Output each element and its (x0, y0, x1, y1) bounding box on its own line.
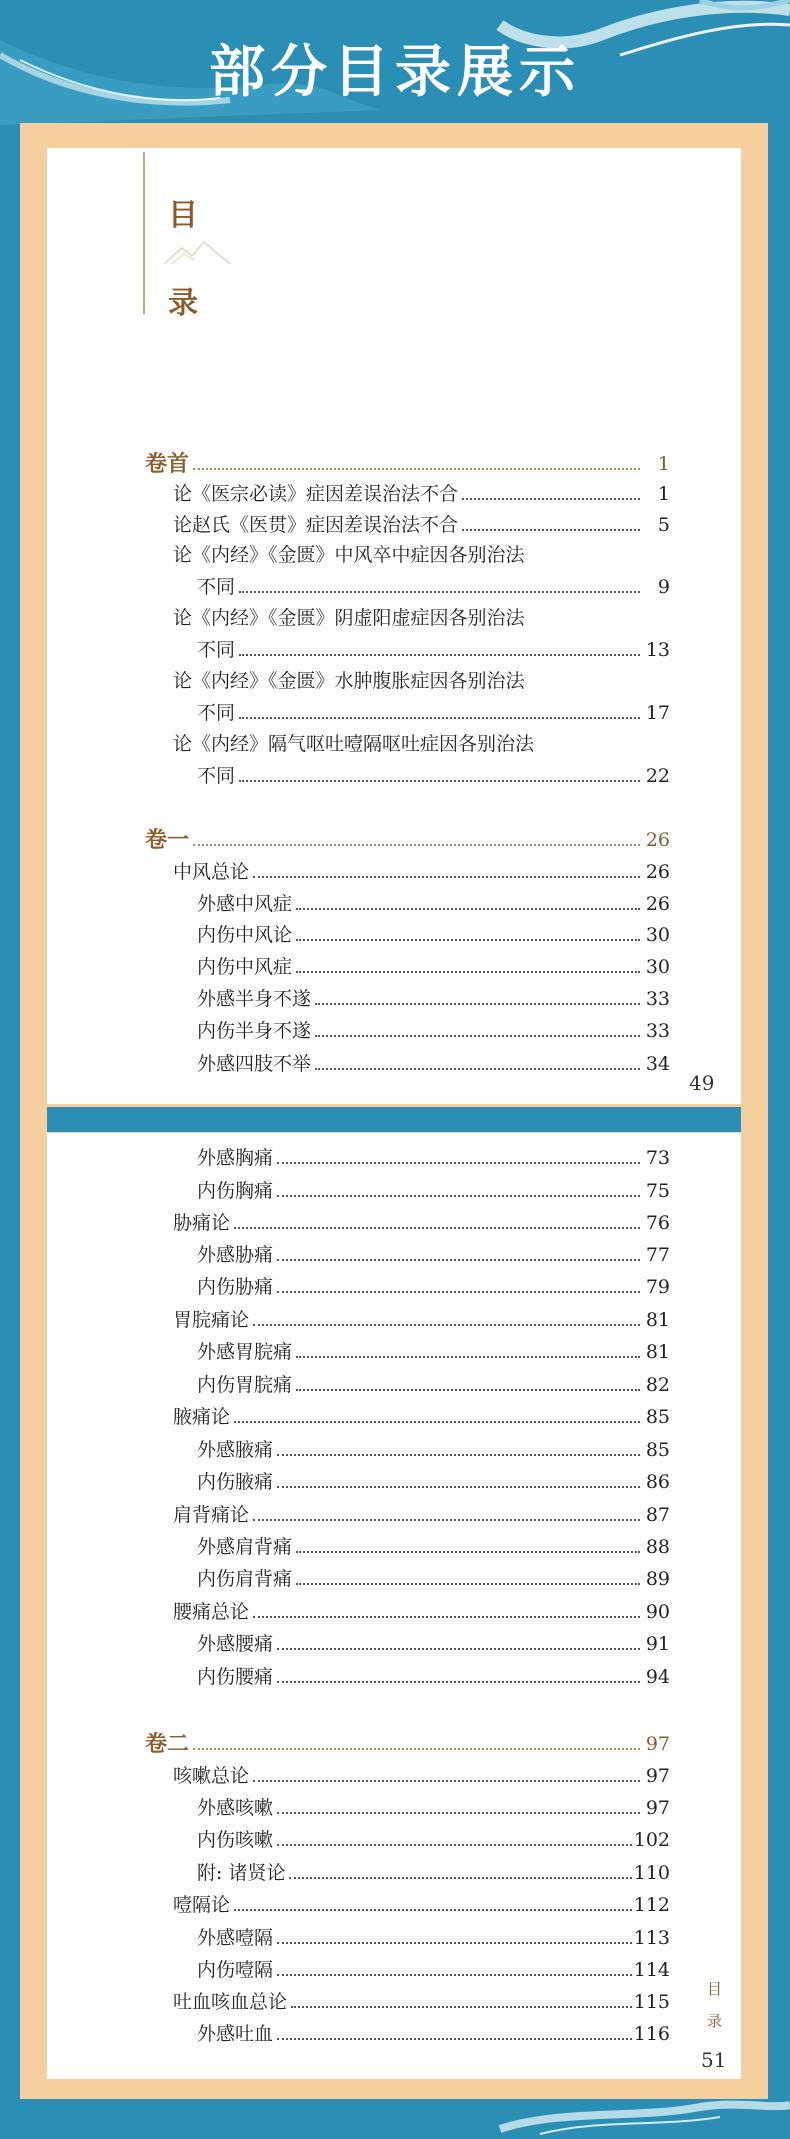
toc-page-number: 26 (645, 861, 670, 883)
toc-entry-title: 论赵氏《医贯》症因差误治法不合 (173, 514, 459, 536)
toc-entry-title: 论《内经》《金匮》水肿腹胀症因各别治法 (173, 670, 525, 692)
toc-entry-title: 吐血咳血总论 (173, 1991, 288, 2013)
dot-leader (253, 1616, 640, 1618)
toc-entry-title: 外感吐血 (197, 2023, 274, 2045)
toc-page-number: 76 (645, 1212, 670, 1234)
dot-leader (277, 1812, 640, 1814)
toc-page-number: 97 (645, 1733, 670, 1755)
toc-entry-row (0, 1955, 790, 1985)
toc-volume-row (0, 825, 790, 855)
toc-entry-row (0, 952, 790, 982)
toc-page-number: 82 (645, 1374, 670, 1396)
dot-leader (277, 1844, 632, 1846)
toc-entry-title: 外感肩背痛 (197, 1536, 293, 1558)
toc-entry-title: 论《医宗必读》症因差误治法不合 (173, 483, 459, 505)
toc-title-char-1: 目 (168, 198, 198, 233)
toc-entry-title: 内伤中风症 (197, 956, 293, 978)
dot-leader (234, 1909, 632, 1911)
toc-entry-row (0, 510, 790, 540)
dot-leader (234, 1227, 640, 1229)
toc-page-number: 30 (645, 956, 670, 978)
dot-leader (239, 780, 640, 782)
toc-entry-title: 卷二 (145, 1731, 190, 1757)
toc-entry-row (0, 1208, 790, 1238)
toc-entry-row (0, 1049, 790, 1079)
toc-entry-title: 外感半身不遂 (197, 988, 312, 1010)
toc-entry-title: 内伤腰痛 (197, 1666, 274, 1688)
toc-entry-title: 内伤半身不遂 (197, 1020, 312, 1042)
dot-leader (253, 1780, 640, 1782)
toc-entry-row (0, 1143, 790, 1173)
toc-page-number: 77 (645, 1244, 670, 1266)
toc-page-number: 33 (645, 988, 670, 1010)
page-number: 49 (689, 1071, 715, 1095)
toc-entry-row (0, 1793, 790, 1823)
toc-page-number: 9 (657, 576, 670, 598)
toc-entry-title: 卷首 (145, 451, 190, 477)
toc-page-number: 90 (645, 1601, 670, 1623)
toc-page-number: 116 (633, 2023, 670, 2045)
toc-entry-title: 噎隔论 (173, 1894, 231, 1916)
toc-page-number: 91 (645, 1633, 670, 1655)
toc-entry-title: 肩背痛论 (173, 1504, 250, 1526)
dot-leader (239, 654, 640, 656)
toc-entry-title: 内伤胸痛 (197, 1180, 274, 1202)
toc-entry-title: 内伤腋痛 (197, 1471, 274, 1493)
mountain-icon (162, 238, 232, 268)
toc-entry-title: 卷一 (145, 827, 190, 853)
toc-entry-title: 外感噎隔 (197, 1927, 274, 1949)
toc-entry-title: 附: 诸贤论 (197, 1862, 286, 1884)
toc-page-number: 22 (645, 765, 670, 787)
toc-entry-row (0, 889, 790, 919)
toc-entry-row (0, 761, 790, 791)
toc-entry-title: 外感胃脘痛 (197, 1341, 293, 1363)
toc-entry-row (0, 1467, 790, 1497)
dot-leader (296, 939, 640, 941)
toc-entry-row (0, 1240, 790, 1270)
dot-leader (277, 1486, 640, 1488)
toc-page-number: 73 (645, 1147, 670, 1169)
toc-entry-title: 外感胸痛 (197, 1147, 274, 1169)
toc-page-number: 5 (657, 514, 670, 536)
page-divider (47, 1107, 741, 1132)
toc-entry-title: 内伤中风论 (197, 924, 293, 946)
dot-leader (193, 468, 640, 470)
dot-leader (289, 1877, 632, 1879)
dot-leader (193, 1748, 640, 1750)
toc-page-number: 112 (633, 1894, 670, 1916)
toc-page-number: 86 (645, 1471, 670, 1493)
toc-entry-title: 内伤咳嗽 (197, 1829, 274, 1851)
toc-entry-title: 内伤肩背痛 (197, 1568, 293, 1590)
toc-entry-title: 中风总论 (173, 861, 250, 883)
dot-leader (296, 1389, 640, 1391)
dot-leader (315, 1035, 640, 1037)
dot-leader (234, 1421, 640, 1423)
toc-page-number: 75 (645, 1180, 670, 1202)
dot-leader (277, 1681, 640, 1683)
toc-entry-title: 外感咳嗽 (197, 1797, 274, 1819)
toc-page-number: 97 (645, 1765, 670, 1787)
toc-entry-title: 腋痛论 (173, 1406, 231, 1428)
footer-wave-decoration (0, 2099, 790, 2139)
side-label-char-2: 录 (707, 2012, 723, 2030)
toc-entry-row (0, 2019, 790, 2049)
toc-page-number: 1 (657, 483, 670, 505)
dot-leader (253, 1519, 640, 1521)
toc-entry-row (0, 1532, 790, 1562)
dot-leader (296, 908, 640, 910)
toc-entry-row (0, 857, 790, 887)
dot-leader (296, 971, 640, 973)
toc-page-number: 30 (645, 924, 670, 946)
toc-entry-title: 外感中风症 (197, 893, 293, 915)
toc-entry-row (0, 1761, 790, 1791)
toc-entry-title: 不同 (197, 765, 236, 787)
toc-entry-title: 腰痛总论 (173, 1601, 250, 1623)
toc-page-number: 1 (657, 453, 670, 475)
toc-entry-title: 论《内经》隔气呕吐噎隔呕吐症因各别治法 (173, 733, 535, 755)
dot-leader (277, 1291, 640, 1293)
toc-page-number: 85 (645, 1406, 670, 1428)
banner-title: 部分目录展示 (209, 40, 581, 105)
dot-leader (253, 1324, 640, 1326)
toc-entry-row (0, 1923, 790, 1953)
toc-page-number: 79 (645, 1276, 670, 1298)
toc-entry-row (0, 1402, 790, 1432)
toc-page-number: 102 (633, 1829, 670, 1851)
toc-entry-title: 外感四肢不举 (197, 1053, 312, 1075)
page-number: 51 (701, 2048, 727, 2072)
toc-entry-row (0, 1016, 790, 1046)
toc-page-number: 81 (645, 1341, 670, 1363)
toc-entry-title: 论《内经》《金匮》阴虚阳虚症因各别治法 (173, 607, 525, 629)
toc-entry-title: 内伤胁痛 (197, 1276, 274, 1298)
toc-page-number: 26 (645, 893, 670, 915)
toc-entry-title: 内伤胃脘痛 (197, 1374, 293, 1396)
toc-entry-title: 不同 (197, 576, 236, 598)
toc-page-number: 85 (645, 1439, 670, 1461)
toc-entry-row (0, 540, 790, 570)
dot-leader (296, 1551, 640, 1553)
toc-page-number: 94 (645, 1666, 670, 1688)
toc-title-char-2: 录 (168, 286, 198, 321)
dot-leader (277, 1454, 640, 1456)
dot-leader (239, 591, 640, 593)
toc-entry-row (0, 698, 790, 728)
dot-leader (193, 844, 640, 846)
toc-entry-row (0, 1370, 790, 1400)
toc-page-number: 34 (645, 1053, 670, 1075)
dot-leader (277, 1648, 640, 1650)
toc-entry-row (0, 666, 790, 696)
toc-entry-title: 外感腰痛 (197, 1633, 274, 1655)
toc-page-number: 17 (645, 702, 670, 724)
dot-leader (253, 876, 640, 878)
dot-leader (239, 717, 640, 719)
toc-entry-row (0, 1858, 790, 1888)
toc-page-number: 110 (633, 1862, 670, 1884)
toc-entry-title: 不同 (197, 639, 236, 661)
toc-entry-row (0, 1435, 790, 1465)
dot-leader (277, 2038, 632, 2040)
toc-entry-row (0, 479, 790, 509)
toc-entry-row (0, 572, 790, 602)
toc-volume-row (0, 1729, 790, 1759)
toc-entry-title: 不同 (197, 702, 236, 724)
toc-page-number: 115 (633, 1991, 670, 2013)
toc-entry-row (0, 1890, 790, 1920)
toc-entry-row (0, 1337, 790, 1367)
dot-leader (315, 1068, 640, 1070)
toc-volume-row (0, 449, 790, 479)
toc-entry-title: 内伤噎隔 (197, 1959, 274, 1981)
toc-entry-title: 咳嗽总论 (173, 1765, 250, 1787)
toc-entry-row (0, 1662, 790, 1692)
toc-page-number: 81 (645, 1309, 670, 1331)
dot-leader (296, 1356, 640, 1358)
toc-entry-title: 论《内经》《金匮》中风卒中症因各别治法 (173, 544, 525, 566)
dot-leader (291, 2006, 632, 2008)
title-rule (143, 152, 145, 314)
toc-entry-row (0, 603, 790, 633)
toc-entry-row (0, 729, 790, 759)
toc-entry-row (0, 1500, 790, 1530)
dot-leader (277, 1195, 640, 1197)
dot-leader (277, 1942, 632, 1944)
toc-entry-row (0, 635, 790, 665)
toc-entry-title: 外感胁痛 (197, 1244, 274, 1266)
toc-entry-row (0, 1305, 790, 1335)
toc-entry-row (0, 1987, 790, 2017)
toc-entry-title: 胁痛论 (173, 1212, 231, 1234)
toc-entry-row (0, 1597, 790, 1627)
toc-entry-row (0, 1272, 790, 1302)
toc-page-number: 114 (633, 1959, 670, 1981)
dot-leader (277, 1162, 640, 1164)
toc-entry-row (0, 920, 790, 950)
toc-page-number: 97 (645, 1797, 670, 1819)
side-label-char-1: 目 (707, 1980, 723, 1998)
toc-page-number: 87 (645, 1504, 670, 1526)
dot-leader (315, 1003, 640, 1005)
toc-entry-row (0, 1825, 790, 1855)
toc-page-number: 113 (633, 1927, 670, 1949)
toc-entry-row (0, 1564, 790, 1594)
toc-entry-title: 外感腋痛 (197, 1439, 274, 1461)
dot-leader (277, 1974, 632, 1976)
toc-entry-row (0, 1629, 790, 1659)
toc-page-number: 13 (645, 639, 670, 661)
dot-leader (296, 1583, 640, 1585)
toc-page-number: 33 (645, 1020, 670, 1042)
toc-page-number: 88 (645, 1536, 670, 1558)
toc-entry-row (0, 984, 790, 1014)
toc-page-number: 89 (645, 1568, 670, 1590)
banner (0, 0, 790, 125)
toc-page-number: 26 (645, 829, 670, 851)
dot-leader (277, 1259, 640, 1261)
toc-entry-row (0, 1176, 790, 1206)
toc-entry-title: 胃脘痛论 (173, 1309, 250, 1331)
